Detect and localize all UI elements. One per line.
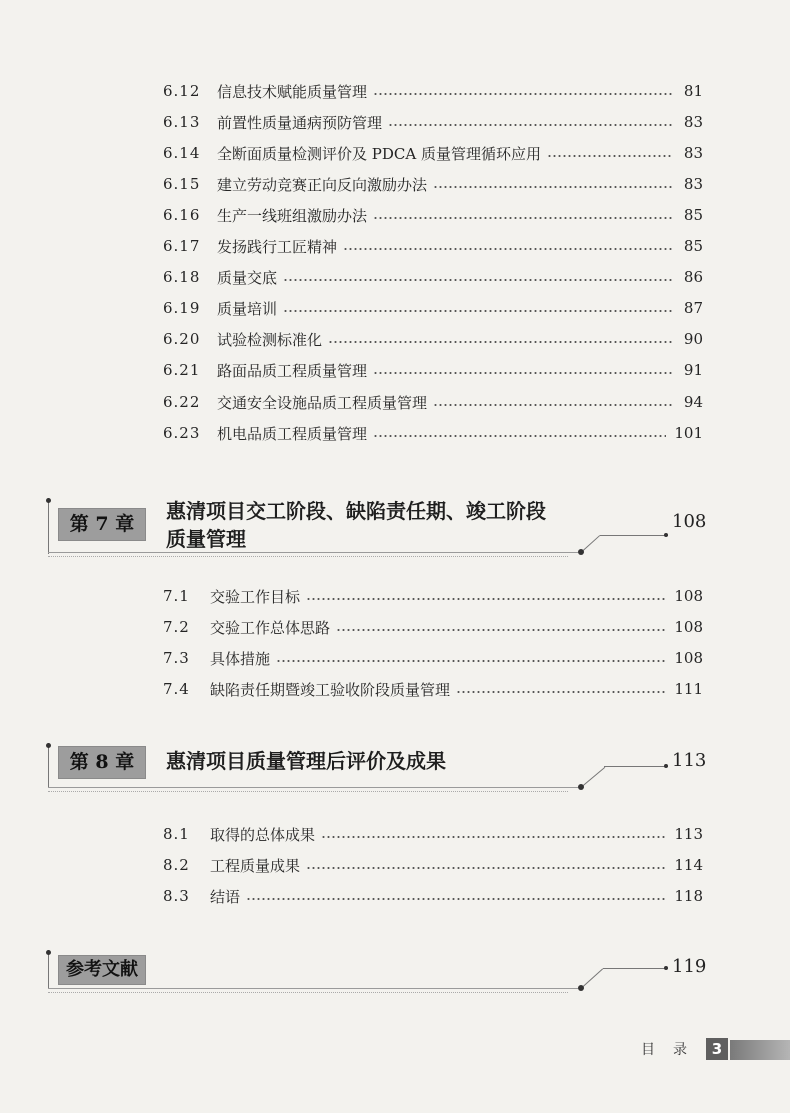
toc-entry[interactable] [163, 296, 703, 320]
toc-entry[interactable] [163, 421, 703, 445]
chapter-underline [48, 552, 578, 553]
toc-entry-number: 8.1 [163, 825, 190, 843]
toc-entry-title: 试验检测标准化 [217, 330, 323, 349]
leader-dots [246, 898, 666, 900]
bullet-dot-icon [578, 784, 584, 790]
toc-entry-title: 前置性质量通病预防管理 [217, 113, 383, 132]
footer-decor-bar [730, 1040, 790, 1060]
toc-entry[interactable] [163, 172, 703, 196]
toc-entry[interactable] [163, 234, 703, 258]
references-heading[interactable] [0, 940, 790, 1000]
leader-dots [373, 93, 673, 95]
chapter-underline [48, 787, 578, 788]
toc-entry-page: 108 [674, 587, 703, 605]
toc-entry-page: 108 [674, 618, 703, 636]
toc-entry-page: 83 [683, 175, 703, 193]
bullet-dot-icon [578, 549, 584, 555]
toc-entry-title: 取得的总体成果 [210, 825, 316, 844]
leader-dots [433, 404, 673, 406]
toc-entry[interactable] [163, 203, 703, 227]
toc-entry-number: 6.15 [163, 175, 201, 193]
toc-entry-title: 机电品质工程质量管理 [217, 424, 368, 443]
chapter-leader-line [603, 968, 668, 969]
toc-entry[interactable] [163, 646, 703, 670]
toc-entry-page: 114 [674, 856, 703, 874]
bullet-dot-icon [46, 950, 51, 955]
toc-entry-page: 101 [674, 424, 703, 442]
leader-dots [373, 372, 673, 374]
toc-entry-title: 信息技术赋能质量管理 [217, 82, 368, 101]
chapter-leader-diagonal [582, 535, 601, 552]
chapter-leader-diagonal [582, 968, 603, 987]
leader-dots [328, 341, 673, 343]
toc-entry-number: 8.3 [163, 887, 190, 905]
bullet-dot-icon [664, 764, 668, 768]
chapter-rule-vertical [48, 950, 49, 988]
leader-dots [306, 598, 666, 600]
bullet-dot-icon [578, 985, 584, 991]
toc-entry-title: 交验工作目标 [210, 587, 301, 606]
toc-entry[interactable] [163, 584, 703, 608]
toc-entry-page: 85 [683, 206, 703, 224]
toc-entry-title: 生产一线班组激励办法 [217, 206, 368, 225]
toc-entry-number: 6.16 [163, 206, 201, 224]
chapter-8-heading[interactable] [0, 735, 790, 805]
toc-entry-number: 6.13 [163, 113, 201, 131]
chapter-underline-dotted [48, 556, 568, 557]
chapter-page-number: 108 [672, 511, 707, 532]
footer-section-label: 目录 [641, 1042, 705, 1058]
leader-dots [547, 155, 673, 157]
chapter-rule-vertical [48, 498, 49, 554]
toc-entry-number: 6.23 [163, 424, 201, 442]
chapter-underline-dotted [48, 791, 568, 792]
toc-entry-title: 建立劳动竞赛正向反向激励办法 [217, 175, 428, 194]
footer-page-number: 3 [706, 1038, 728, 1060]
chapter-title-line2: 质量管理 [166, 527, 246, 551]
bullet-dot-icon [664, 966, 668, 970]
bullet-dot-icon [664, 533, 668, 537]
leader-dots [456, 691, 666, 693]
toc-entry[interactable] [163, 265, 703, 289]
references-page-number: 119 [672, 956, 707, 977]
toc-entry[interactable] [163, 884, 703, 908]
toc-entry-title: 工程质量成果 [210, 856, 301, 875]
toc-entry-page: 83 [683, 113, 703, 131]
toc-entry-number: 7.2 [163, 618, 190, 636]
toc-entry-page: 87 [683, 299, 703, 317]
leader-dots [283, 279, 673, 281]
toc-entry-number: 6.17 [163, 237, 201, 255]
toc-entry-number: 6.21 [163, 361, 201, 379]
toc-entry-title: 结语 [210, 887, 241, 906]
leader-dots [283, 310, 673, 312]
bullet-dot-icon [46, 498, 51, 503]
toc-entry-number: 7.1 [163, 587, 190, 605]
leader-dots [373, 435, 666, 437]
chapter-rule-vertical [48, 743, 49, 787]
toc-entry-number: 6.12 [163, 82, 201, 100]
toc-entry-title: 具体措施 [210, 649, 271, 668]
toc-entry-title: 缺陷责任期暨竣工验收阶段质量管理 [210, 680, 451, 699]
toc-entry[interactable] [163, 79, 703, 103]
toc-entry-number: 8.2 [163, 856, 190, 874]
toc-entry-number: 6.14 [163, 144, 201, 162]
chapter-leader-diagonal [582, 767, 606, 787]
toc-entry-title: 路面品质工程质量管理 [217, 361, 368, 380]
toc-entry[interactable] [163, 327, 703, 351]
toc-entry-page: 86 [683, 268, 703, 286]
toc-entry[interactable] [163, 853, 703, 877]
chapter-title-line1: 惠清项目交工阶段、缺陷责任期、竣工阶段 [166, 499, 546, 523]
toc-entry-page: 83 [683, 144, 703, 162]
toc-entry[interactable] [163, 141, 703, 165]
toc-entry-page: 85 [683, 237, 703, 255]
toc-entry-page: 94 [683, 393, 703, 411]
toc-entry-title: 质量培训 [217, 299, 278, 318]
toc-entry-number: 6.19 [163, 299, 201, 317]
toc-entry-number: 6.22 [163, 393, 201, 411]
toc-entry-page: 108 [674, 649, 703, 667]
chapter-7-heading[interactable] [0, 490, 790, 570]
chapter-title: 惠清项目质量管理后评价及成果 [166, 749, 446, 773]
toc-entry-number: 7.3 [163, 649, 190, 667]
toc-entry[interactable] [163, 110, 703, 134]
chapter-badge: 第 8 章 [58, 746, 146, 779]
leader-dots [388, 124, 673, 126]
toc-entry[interactable] [163, 358, 703, 382]
leader-dots [321, 836, 666, 838]
chapter-leader-line [600, 535, 668, 536]
toc-entry-number: 6.20 [163, 330, 201, 348]
leader-dots [373, 217, 673, 219]
leader-dots [343, 248, 673, 250]
leader-dots [306, 867, 666, 869]
toc-entry-page: 91 [683, 361, 703, 379]
toc-entry-page: 81 [683, 82, 703, 100]
toc-entry-number: 6.18 [163, 268, 201, 286]
toc-entry-page: 90 [683, 330, 703, 348]
toc-entry[interactable] [163, 677, 703, 701]
references-badge: 参考文献 [58, 955, 146, 985]
bullet-dot-icon [46, 743, 51, 748]
chapter-underline [48, 988, 578, 989]
toc-entry[interactable] [163, 390, 703, 414]
toc-entry-number: 7.4 [163, 680, 190, 698]
chapter-badge: 第 7 章 [58, 508, 146, 541]
leader-dots [276, 660, 666, 662]
chapter-leader-line [604, 766, 668, 767]
chapter-underline-dotted [48, 992, 568, 993]
toc-entry-title: 交通安全设施品质工程质量管理 [217, 393, 428, 412]
toc-entry-page: 111 [674, 680, 703, 698]
toc-entry-title: 全断面质量检测评价及 PDCA 质量管理循环应用 [217, 144, 541, 163]
toc-entry-title: 发扬践行工匠精神 [217, 237, 338, 256]
chapter-page-number: 113 [672, 750, 707, 771]
toc-entry[interactable] [163, 615, 703, 639]
leader-dots [433, 186, 673, 188]
toc-entry-page: 118 [674, 887, 703, 905]
toc-entry-title: 质量交底 [217, 268, 278, 287]
leader-dots [336, 629, 666, 631]
toc-entry-page: 113 [674, 825, 703, 843]
toc-entry[interactable] [163, 822, 703, 846]
toc-entry-title: 交验工作总体思路 [210, 618, 331, 637]
